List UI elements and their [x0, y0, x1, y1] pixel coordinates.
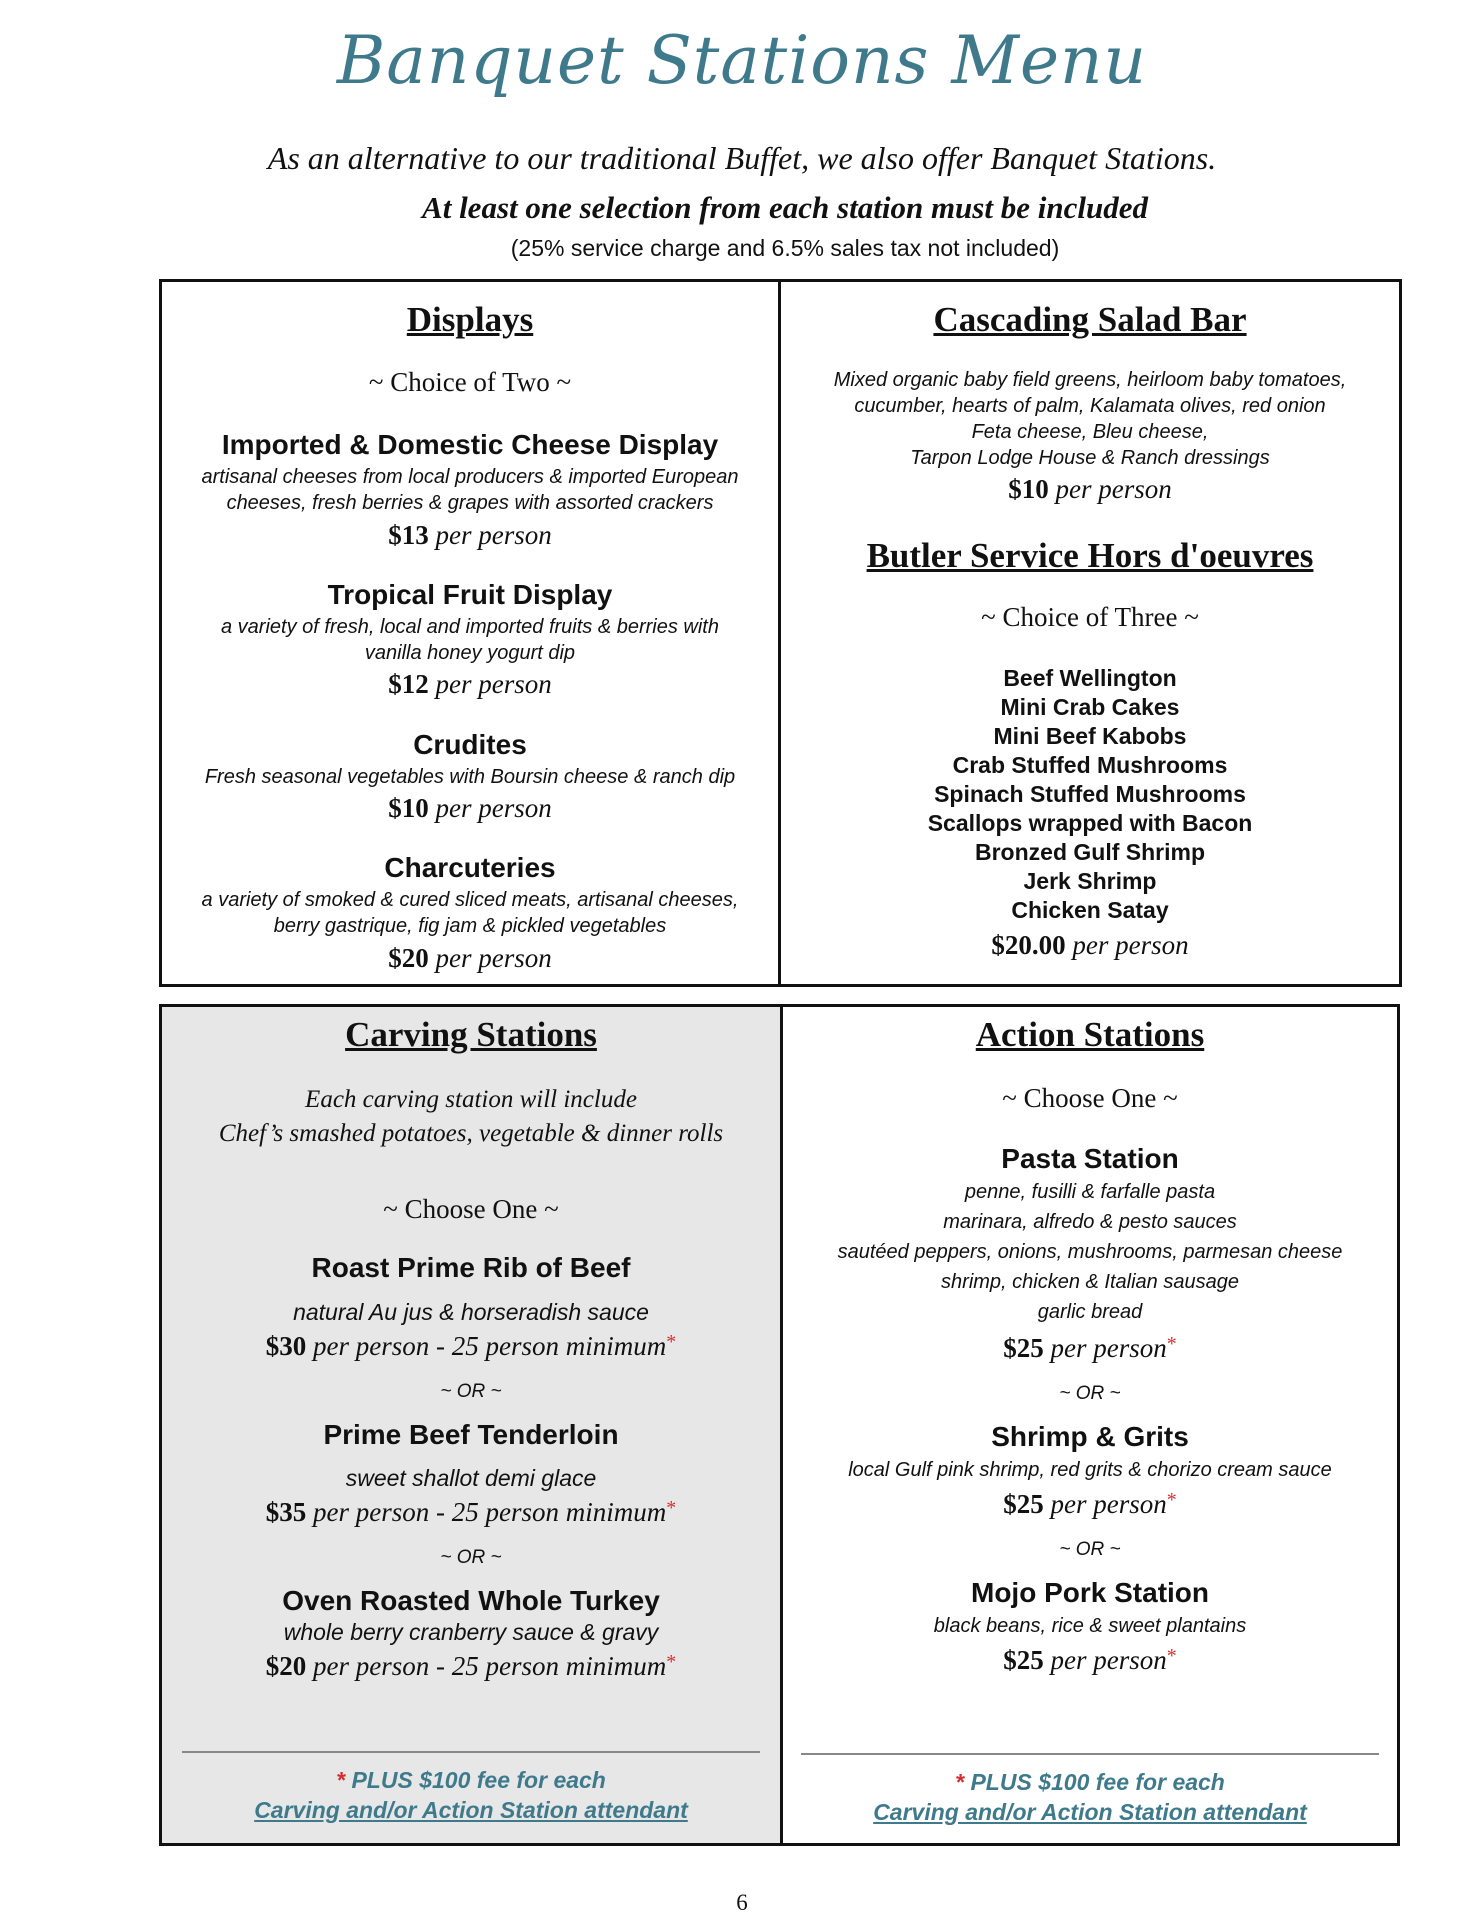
cheese-display-name: Imported & Domestic Cheese Display [221, 429, 719, 460]
or-divider: ~ OR ~ [1059, 1539, 1121, 1560]
attendant-fee-note: * PLUS $100 fee for each Carving and/or Action Station attendant [873, 1769, 1307, 1825]
crudites-price: $10 per person [388, 793, 552, 823]
prime-rib-desc: natural Au jus & horseradish sauce [293, 1299, 649, 1325]
or-divider: ~ OR ~ [440, 1381, 502, 1402]
tenderloin-desc: sweet shallot demi glace [345, 1465, 597, 1491]
salad-hors-box [778, 279, 1402, 987]
divider-line [182, 1751, 760, 1753]
carving-title: Carving Stations [345, 1015, 597, 1054]
requirement-text: At least one selection from each station must be included [422, 190, 1148, 225]
tenderloin-price: $35 per person - 25 person minimum* [265, 1497, 677, 1527]
pasta-station-name: Pasta Station [1001, 1143, 1179, 1174]
mojo-pork-name: Mojo Pork Station [971, 1577, 1209, 1608]
charcuteries-price: $20 per person [388, 943, 552, 973]
fruit-display-name: Tropical Fruit Display [327, 579, 613, 610]
crudites-desc: Fresh seasonal vegetables with Boursin cheese & ranch dip [204, 766, 736, 788]
list-item: Beef Wellington [1003, 665, 1177, 691]
charcuteries-desc: a variety of smoked & cured sliced meats, artisanal cheeses, berry gastrique, fig jam & pickled vegetables [201, 889, 739, 937]
list-item: Chicken Satay [1011, 897, 1169, 923]
mojo-pork-desc: black beans, rice & sweet plantains [933, 1615, 1247, 1637]
prime-rib-name: Roast Prime Rib of Beef [311, 1252, 631, 1283]
mojo-pork-price: $25 per person* [1003, 1645, 1177, 1675]
shrimp-grits-desc: local Gulf pink shrimp, red grits & chorizo cream sauce [848, 1459, 1332, 1481]
salad-bar-price: $10 per person [1008, 474, 1172, 504]
action-title: Action Stations [975, 1015, 1205, 1054]
intro-text: As an alternative to our traditional Buffet, we also offer Banquet Stations. [267, 140, 1217, 176]
hors-list [781, 664, 1399, 925]
hors-choice: ~ Choice of Three ~ [981, 602, 1199, 632]
page-title: Banquet Stations Menu [336, 22, 1148, 99]
list-item: Spinach Stuffed Mushrooms [934, 781, 1246, 807]
shrimp-grits-name: Shrimp & Grits [991, 1421, 1189, 1452]
list-item: Bronzed Gulf Shrimp [975, 839, 1205, 865]
page-number: 6 [736, 1890, 748, 1915]
pasta-station-price: $25 per person* [1003, 1333, 1177, 1363]
carving-choice: ~ Choose One ~ [383, 1194, 559, 1224]
turkey-name: Oven Roasted Whole Turkey [282, 1585, 660, 1616]
cheese-display-desc: artisanal cheeses from local producers & imported European cheeses, fresh berries & grapes with assorted crackers [201, 466, 739, 514]
carving-box [159, 1004, 783, 1846]
salad-bar-desc: Mixed organic baby field greens, heirloom baby tomatoes, cucumber, hearts of palm, Kalamata olives, red onion Feta cheese, Bleu cheese, Tarpon Lodge House & Ranch dressings [833, 369, 1347, 469]
displays-title: Displays [406, 300, 534, 339]
shrimp-grits-price: $25 per person* [1003, 1489, 1177, 1519]
action-box [780, 1004, 1400, 1846]
list-item: Scallops wrapped with Bacon [927, 810, 1253, 836]
carving-note: Each carving station will include Chef’s smashed potatoes, vegetable & dinner rolls [218, 1086, 724, 1147]
cheese-display-price: $13 per person [388, 520, 552, 550]
list-item: Mini Beef Kabobs [993, 723, 1187, 749]
or-divider: ~ OR ~ [440, 1547, 502, 1568]
or-divider: ~ OR ~ [1059, 1383, 1121, 1404]
displays-choice: ~ Choice of Two ~ [368, 367, 572, 397]
attendant-fee-note: * PLUS $100 fee for each Carving and/or Action Station attendant [254, 1767, 688, 1823]
list-item: Mini Crab Cakes [1000, 694, 1180, 720]
divider-line [801, 1753, 1379, 1755]
action-choice: ~ Choose One ~ [1002, 1083, 1178, 1113]
fruit-display-desc: a variety of fresh, local and imported fruits & berries with vanilla honey yogurt dip [221, 616, 719, 664]
displays-box [159, 279, 781, 987]
crudites-name: Crudites [413, 729, 527, 760]
pasta-station-desc: penne, fusilli & farfalle pasta marinara, alfredo & pesto sauces sautéed peppers, onions, mushrooms, parmesan cheese shrimp, chicken & Italian sausage garlic bread [837, 1181, 1343, 1323]
list-item: Jerk Shrimp [1023, 868, 1157, 894]
charcuteries-name: Charcuteries [384, 852, 556, 883]
hors-title: Butler Service Hors d'oeuvres [866, 536, 1314, 575]
fruit-display-price: $12 per person [388, 669, 552, 699]
turkey-price: $20 per person - 25 person minimum* [265, 1651, 677, 1681]
list-item: Crab Stuffed Mushrooms [952, 752, 1228, 778]
hors-price: $20.00 per person [991, 930, 1189, 960]
salad-bar-title: Cascading Salad Bar [933, 300, 1247, 339]
turkey-desc: whole berry cranberry sauce & gravy [283, 1619, 659, 1645]
tenderloin-name: Prime Beef Tenderloin [323, 1419, 619, 1450]
tax-note: (25% service charge and 6.5% sales tax not included) [510, 235, 1060, 261]
prime-rib-price: $30 per person - 25 person minimum* [265, 1331, 677, 1361]
